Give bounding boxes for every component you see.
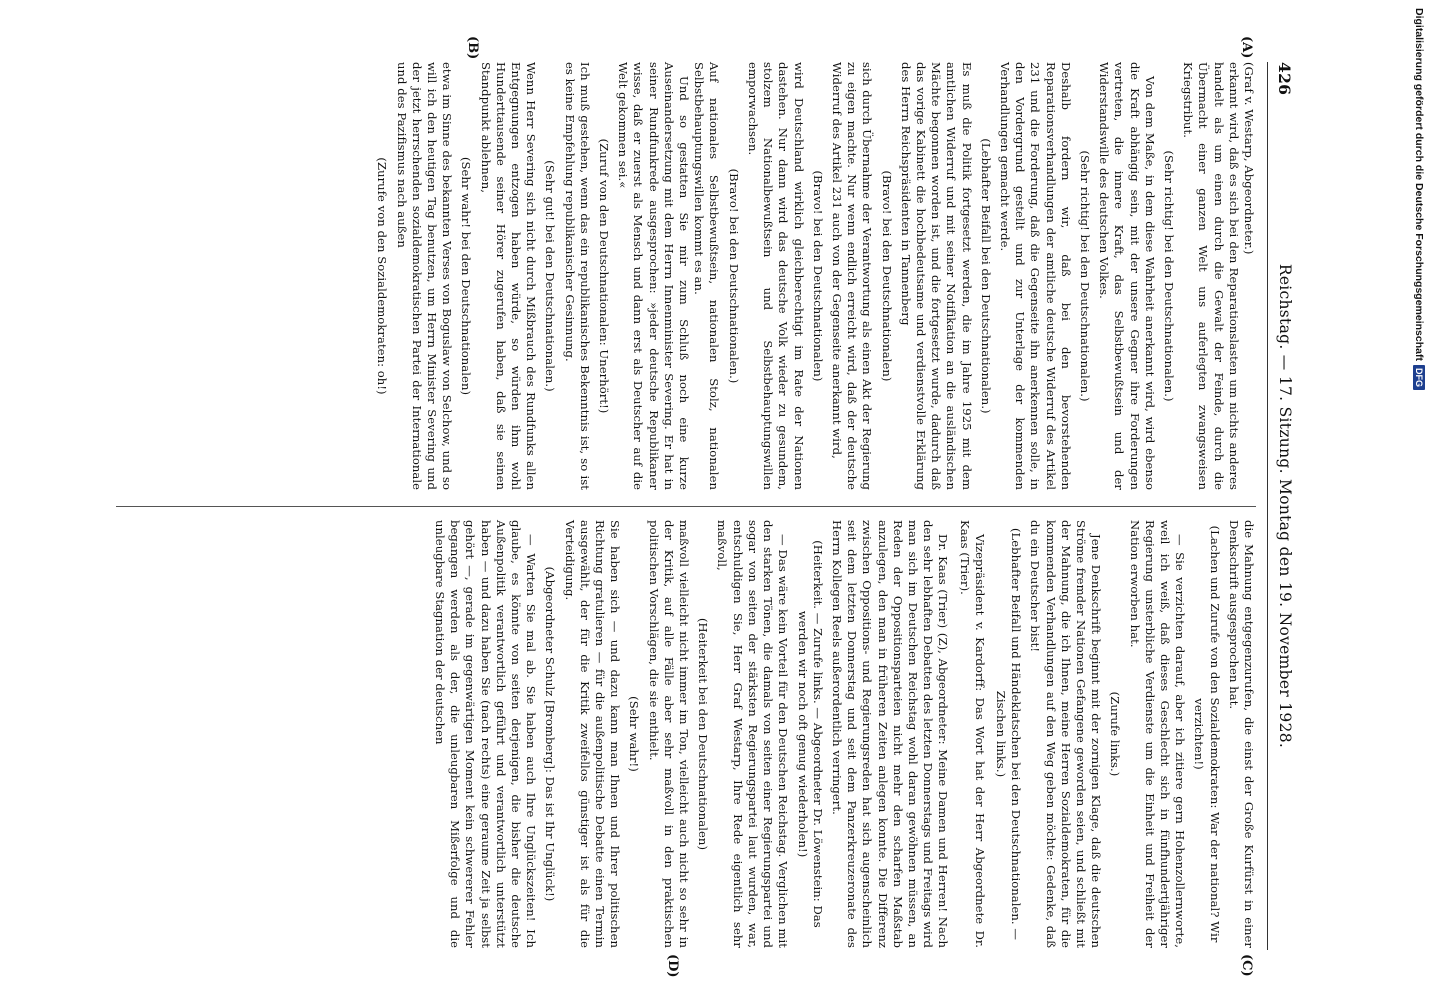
paragraph: Vizepräsident v. Kardorff: Das Wort hat der Herr Abgeordnete Dr. Kaas (Trier). [957,520,987,948]
credit-text: Digitalisierung gefördert durch die Deutsche Forschungsgemeinschaft [1413,8,1425,361]
margin-marker-c: (C) [1239,954,1254,977]
paragraph: maßvoll vielleicht nicht immer im Ton, vielleicht auch nicht so sehr in der Kritik, auf alle Fälle aber sehr maßvoll in den praktischen politischen Vorschlägen, die sie enthielt. [646,520,692,948]
interjection: (Bravo! bei den Deutschnationalen.) [726,168,741,384]
interjection: (Sehr wahr! bei den Deutschnationalen) [459,156,474,396]
paragraph: etwa im Sinne des bekannten Verses von Boguslaw von Selchow, und so will ich den heutigen Tag benutzen, um Herrn Minister Severing und der jetzt herrschenden sozialdemokratischen Partei der Internationale und des Pazifismus nach außen [394,62,455,490]
paragraph: die Mahnung entgegenzurufen, die einst der Große Kurfürst in einer Denkschrift ausgesprochen hat. [1226,520,1256,948]
paragraph: Es muß die Politik fortgesetzt werden, die im Jahre 1925 mit dem amtlichen Widerruf und mit seiner Notifikation an die ausländischen Mächte begonnen worden ist, und die fortgesetzt wurde, dadurch daß das vorige Kabinett die hochbedeutsame und verdienstvolle Erklärung des Herrn Reichspräsidenten in Tannenberg [898,62,974,490]
paragraph: Sie haben sich — und dazu kann man Ihnen und Ihrer politischen Richtung gratulieren — für die außenpolitische Debatte einen Termin ausgewählt, der für die Kritik zweifellos günstiger ist als für die Verteidigung. [562,520,623,948]
interjection: (Bravo! bei den Deutschnationalen) [879,170,894,382]
paragraph: Dr. Kaas (Trier) (Z), Abgeordneter: Meine Damen und Herren! Nach den sehr lebhaften Debatten des letzten Donnerstags und Freitags wird man sich im Deutschen Reichstag wohl daran gewöhnen müssen, an Reden der Oppositionsparteien nicht mehr den scharfen Maßstab anzulegen, den man in früheren Zeiten anlegen konnte. Die Differenz zwischen Oppositions- und Regierungsreden hat sich augenscheinlich seit dem letzten Donnerstag und seit dem Panzerkreuzeronate des Herrn Kollegen Reels außerordentlich verringert. [829,520,951,948]
paragraph: — Das wäre kein Vorteil für den Deutschen Reichstag. Verglichen mit den starken Tönen, die damals von seiten einer Regierungspartei und sogar von seiten der stärksten Regierungspartei laut wurden, war, entschuldigen Sie, Herr Graf Westarp, Ihre Rede eigentlich sehr maßvoll, [715,520,791,948]
paragraph: wird Deutschland wirklich gleichberechtigt im Rate der Nationen dastehen. Nur dann wird das deutsche Volk wieder zu gesundem, stolzem Nationalbewußtsein und Selbstbehauptungswillen emporwachsen. [745,62,806,490]
interjection: (Sehr richtig! bei den Deutschnationalen.) [1077,150,1092,402]
paragraph: erkannt wird, daß es sich bei den Reparationslasten um nichts anderes handelt als um einen durch die Gewalt der Feinde, durch die Übermacht einer ganzen Welt uns auferlegten zwangsweisen Kriegstribut. [1181,62,1241,490]
page-number: 426 [1275,62,1294,96]
interjection: (Bravo! bei den Deutschnationalen) [810,170,825,382]
header-rule [1267,62,1268,950]
interjection: (Heiterkeit. — Zurufe links. — Abgeordneter Dr. Löwenstein: Das werden wir noch oft genug wiederholen!) [795,540,825,928]
paragraph: (Graf v. Westarp, Abgeordneter.) [1242,62,1256,255]
interjection: (Lebhafter Beifall bei den Deutschnationalen.) [978,138,993,414]
margin-marker-d: (D) [665,954,680,978]
dfg-logo: DFG [1413,365,1425,390]
digitization-credit [1413,8,1425,390]
paragraph: sich durch Übernahme der Verantwortung als einen Akt der Regierung zu eigen machte. Nur wenn endlich erreicht wird, daß der deutsche Widerruf des Artikel 231 auch von der Gegenseite anerkannt wird, [829,62,875,490]
interjection: (Lachen und Zurufe von den Sozialdemokraten: War der national? Wir verzichten!) [1192,525,1222,943]
paragraph: Und so gestatten Sie mir zum Schluß noch eine kurze Auseinandersetzung mit dem Herrn Innenminister Severing. Er hat in seiner Rundfunkrede ausgesprochen: »jeder deutsche Republikaner wisse, daß er zuerst als Mensch und dann erst als Deutscher auf die Welt gekommen sei.« [616,62,692,490]
rotated-page [95,36,1300,978]
paragraph: — Warten Sie mal ab. Sie haben auch Ihre Unglückszeiten! Ich glaube, es könnte von seiten derjenigen, die bisher die deutsche Außenpolitik verantwortlich geführt und verantwortlich unterstützt haben — und dazu haben Sie (nach rechts) eine geraume Zeit ja selbst gehört —, gerade im gegenwärtigen Moment kein schwererer Fehler begangen werden als der, die unleugbaren Mißerfolge und die unleugbare Stagnation der deutschen [433,520,539,948]
paragraph: Ich muß gestehen, wenn das ein republikanisches Bekenntnis ist, so ist es keine Empfehlung republikanischer Gesinnung. [562,62,592,490]
interjection: (Sehr wahr!) [627,696,642,772]
paragraph: Deshalb fordern wir, daß bei den bevorstehenden Reparationsverhandlungen der amtliche deutsche Widerruf des Artikel 231 und die Forderung, daß die Gegenseite ihn anerkennen solle, in den Vordergrund gestellt und zur Unterlage der kommenden Verhandlungen gemacht werde. [997,62,1073,490]
column-separator [116,506,1256,507]
interjection: (Sehr richtig! bei den Deutschnationalen.) [1161,150,1176,402]
paragraph: Auf nationales Selbstbewußtsein, nationalen Stolz, nationalen Selbstbehauptungswillen kommt es an. [692,62,722,490]
left-column [370,62,1256,490]
paragraph: Jene Denkschrift beginnt mit der zornigen Klage, daß die deutschen Ströme fremder Nationen Gefangene geworden seien, und schließt mit der Mahnung, die ich Ihnen, meine Herren Sozialdemokraten, für die kommenden Verhandlungen auf den Weg geben möchte: Gedenke, daß du ein Deutscher bist! [1028,520,1104,948]
interjection: (Heiterkeit bei den Deutschnationalen) [696,617,711,851]
paragraph: Von dem Maße, in dem diese Wahrheit anerkannt wird, wird ebenso die Kraft abhängig sein, mit der unsere Gegner ihre Forderungen vertreten, die innere Kraft, das Selbstbewußtsein und der Widerstandswille des deutschen Volkes. [1097,62,1157,490]
page-title: Reichstag. — 17. Sitzung. Montag den 19. November 1928. [1276,263,1294,749]
interjection: (Lebhafter Beifall und Händeklatschen bei den Deutschnationalen. — Zischen links.) [993,527,1024,941]
interjection: (Zuruf von den Deutschnationalen: Unerhört!) [597,138,612,414]
right-column [432,520,1256,948]
interjection: (Zurufe von den Sozialdemokraten: oh!) [375,157,390,395]
page-header [1258,62,1300,950]
interjection: (Abgeordneter Schulz [Bromberg]: Das ist Ihr Unglück!) [543,566,558,902]
paragraph: — Sie verzichten darauf, aber ich zitiere gern Hohenzollernworte, weil ich weiß, daß dieses Geschlecht sich in fünfhundertjähriger Regierung unsterbliche Verdienste um die Einheit und Freiheit der Nation erworben hat. [1127,520,1188,948]
paragraph: Wenn Herr Severing sich nicht durch Mißbrauch des Rundfunks allen Entgegnungen entzogen haben würde, so würden ihm wohl Hunderttausende seiner Hörer zugerufen haben, daß sie seinen Standpunkt ablehnen, [478,62,539,490]
interjection: (Zurufe links.) [1108,691,1123,777]
margin-marker-b: (B) [465,36,480,60]
margin-marker-a: (A) [1239,36,1254,59]
interjection: (Sehr gut! bei den Deutschnationalen.) [543,160,558,392]
